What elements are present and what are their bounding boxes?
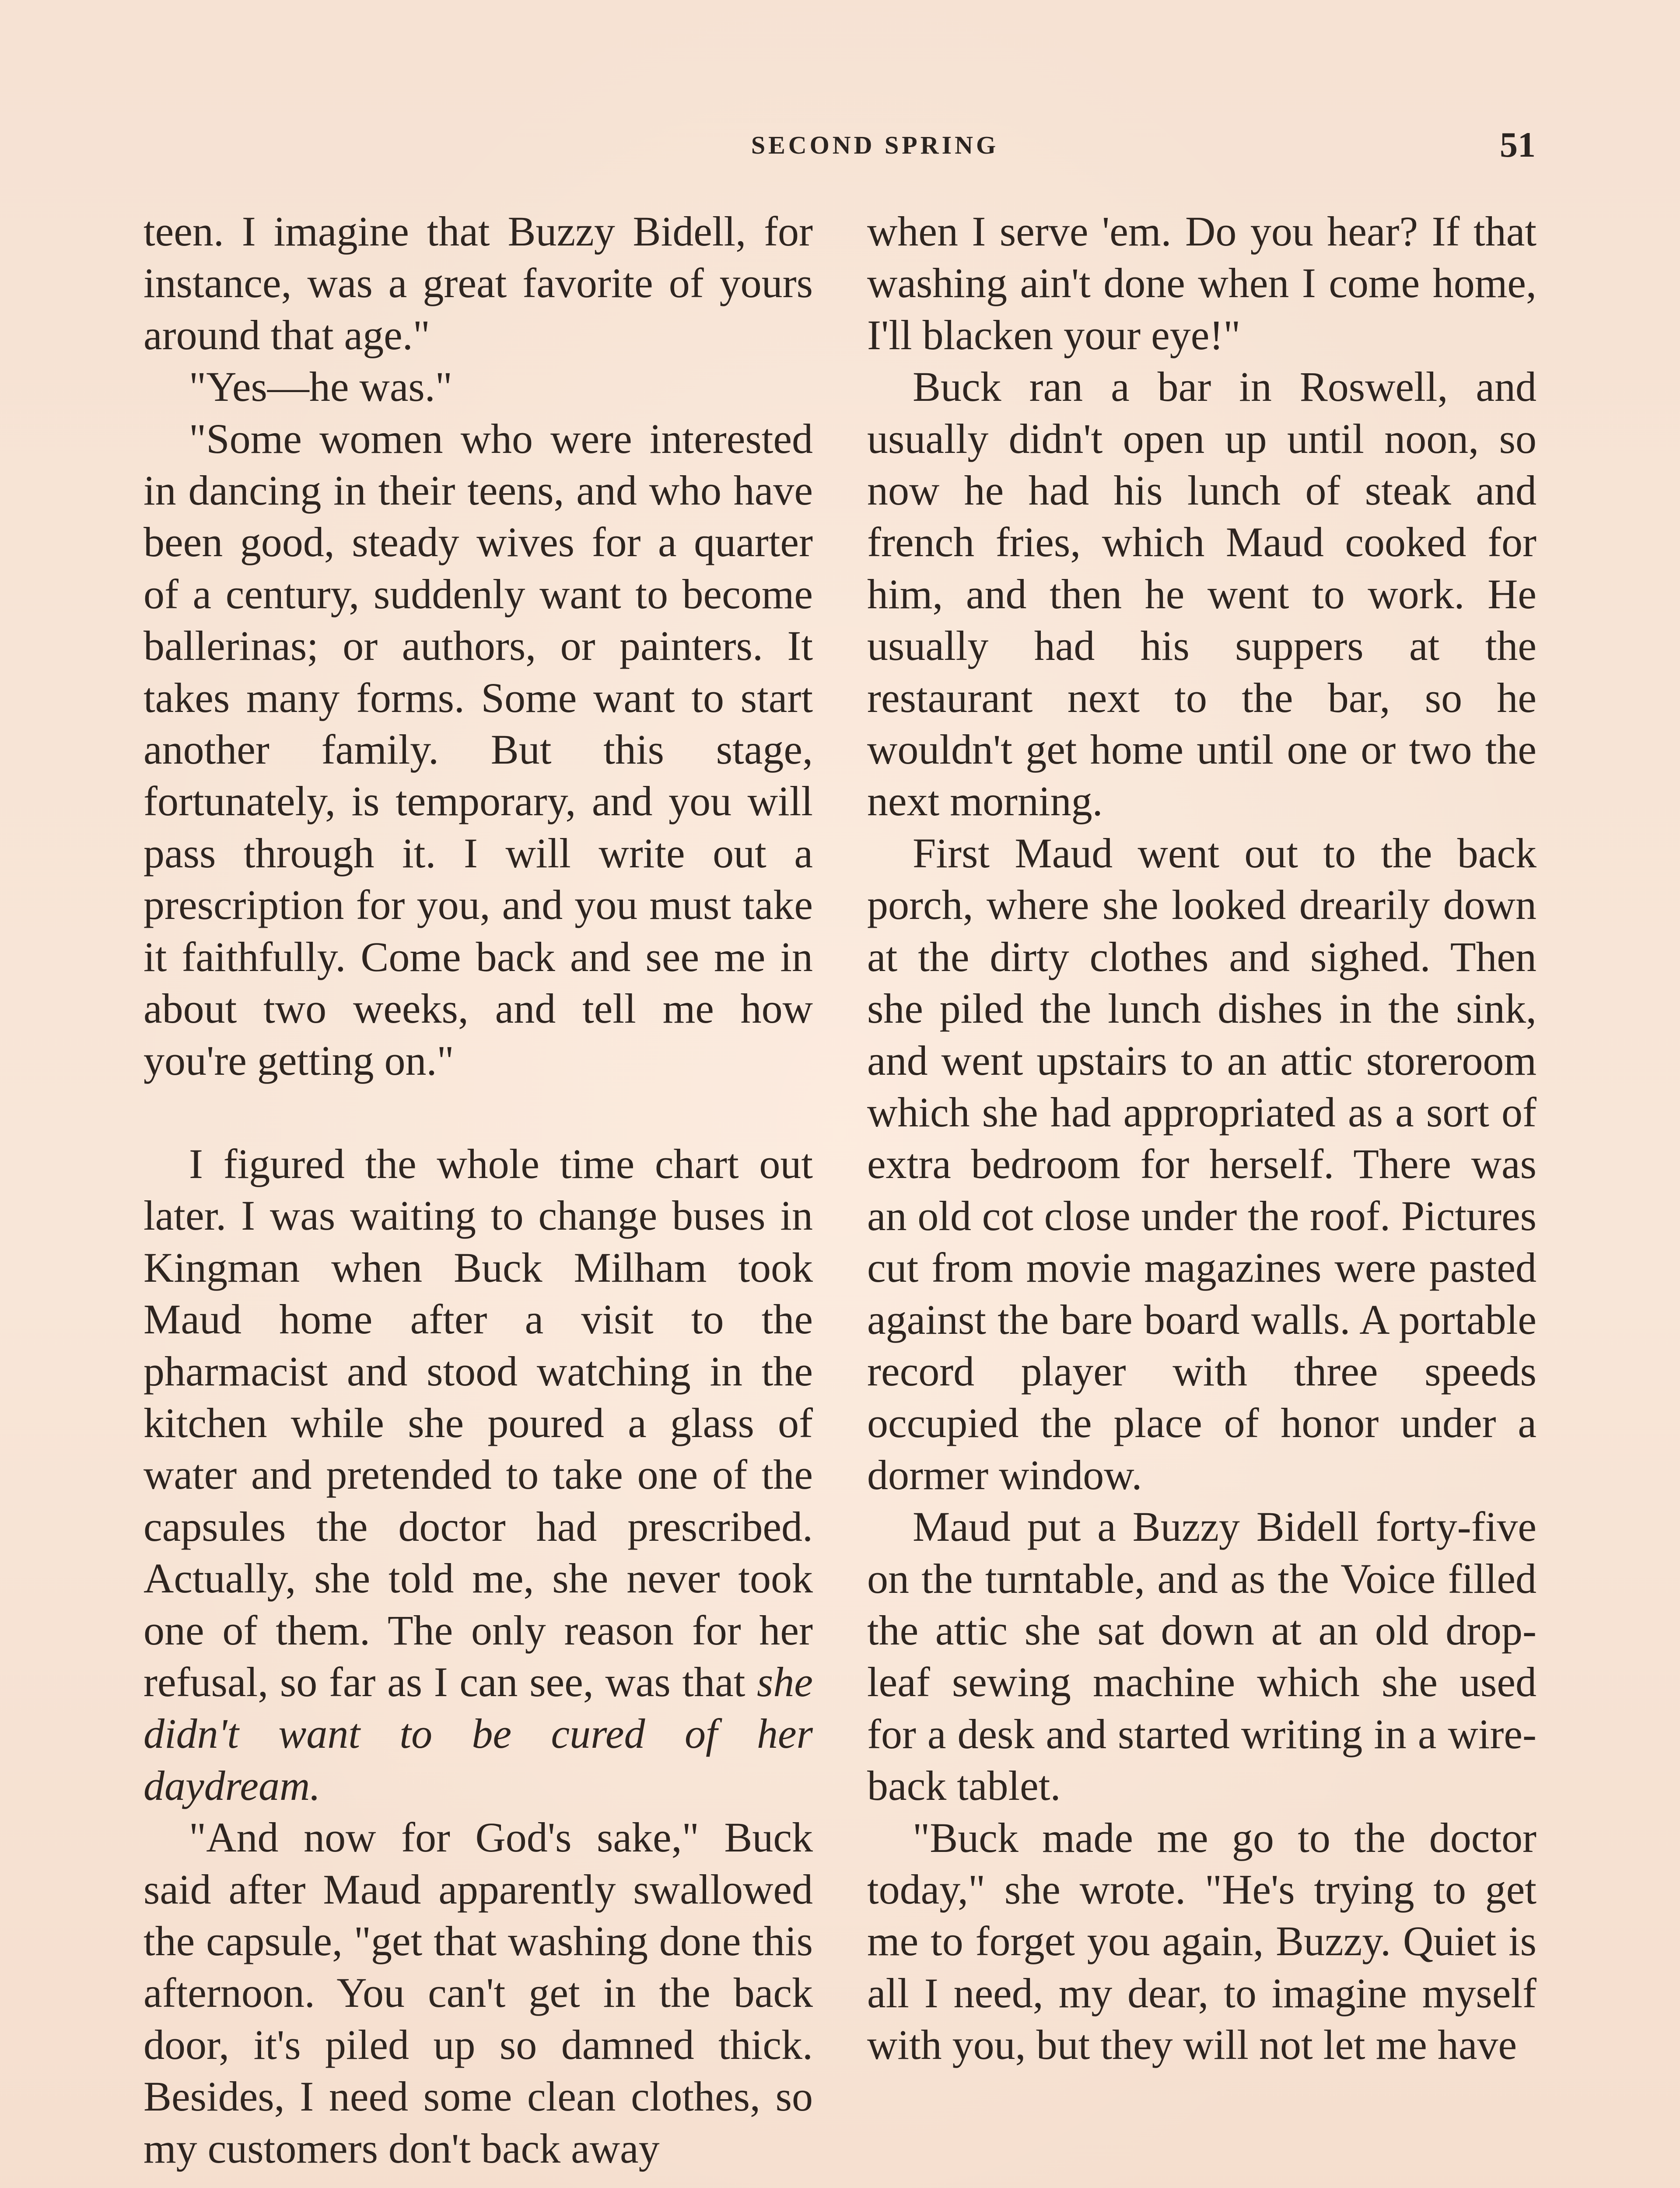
right-column <box>867 206 1536 2071</box>
paragraph: "Yes—he was." <box>189 363 452 410</box>
paragraph: First Maud went out to the back porch, where she looked drearily down at the dirty clothes and sighed. Then she piled the lunch dishes in the sink, and went upstairs to an attic storeroom which she had appropriated as a sort of extra bedroom for herself. There was an old cot close under the roof. Pictures cut from movie magazines were pasted against the bare board walls. A portable record player with three speeds occupied the place of honor under a dormer window. <box>867 829 1536 1498</box>
page-number: 51 <box>1500 125 1536 165</box>
paragraph-text: I figured the whole time chart out later. I was waiting to change buses in Kingman when Buck Milham took Maud home after a visit to the pharmacist and stood watching in the kitchen while she poured a glass of water and pretended to take one of the capsules the doctor had prescribed. Actually, she told me, she never took one of them. The only reason for her refusal, so far as I can see, was that <box>144 1140 813 1705</box>
paragraph: teen. I imagine that Buzzy Bidell, for instance, was a great favorite of yours around that age." <box>144 208 813 358</box>
emphasized-text: she didn't want to be cured of her daydream. <box>144 1658 813 1809</box>
left-column <box>144 206 813 2174</box>
page-header <box>0 125 1680 174</box>
paragraph: Buck ran a bar in Roswell, and usually didn't open up until noon, so now he had his lunch of steak and french fries, which Maud cooked for him, and then he went to work. He usually had his suppers at the restaurant next to the bar, so he wouldn't get home until one or two the next morning. <box>867 363 1536 825</box>
section-break <box>144 1087 813 1138</box>
paragraph: "Some women who were interested in dancing in their teens, and who have been good, steady wives for a quarter of a century, suddenly want to become ballerinas; or authors, or painters. It takes many forms. Some want to start another family. But this stage, fortunately, is temporary, and you will pass through it. I will write out a prescription for you, and you must take it faithfully. Come back and see me in about two weeks, and tell me how you're getting on." <box>144 415 813 1084</box>
paragraph: Maud put a Buzzy Bidell forty-five on the turntable, and as the Voice filled the attic she sat down at an old drop-leaf sewing machine which she used for a desk and started writing in a wire-back tablet. <box>867 1503 1536 1809</box>
paragraph <box>144 1138 813 1812</box>
running-head: SECOND SPRING <box>751 131 999 159</box>
paragraph: when I serve 'em. Do you hear? If that washing ain't done when I come home, I'll blacken your eye!" <box>867 208 1536 358</box>
paragraph: "And now for God's sake," Buck said after Maud apparently swallowed the capsule, "get that washing done this afternoon. You can't get in the back door, it's piled up so damned thick. Besides, I need some clean clothes, so my customers don't back away <box>144 1814 813 2172</box>
paragraph: "Buck made me go to the doctor today," she wrote. "He's trying to get me to forget you again, Buzzy. Quiet is all I need, my dear, to imagine myself with you, but they will not let me have <box>867 1814 1536 2069</box>
